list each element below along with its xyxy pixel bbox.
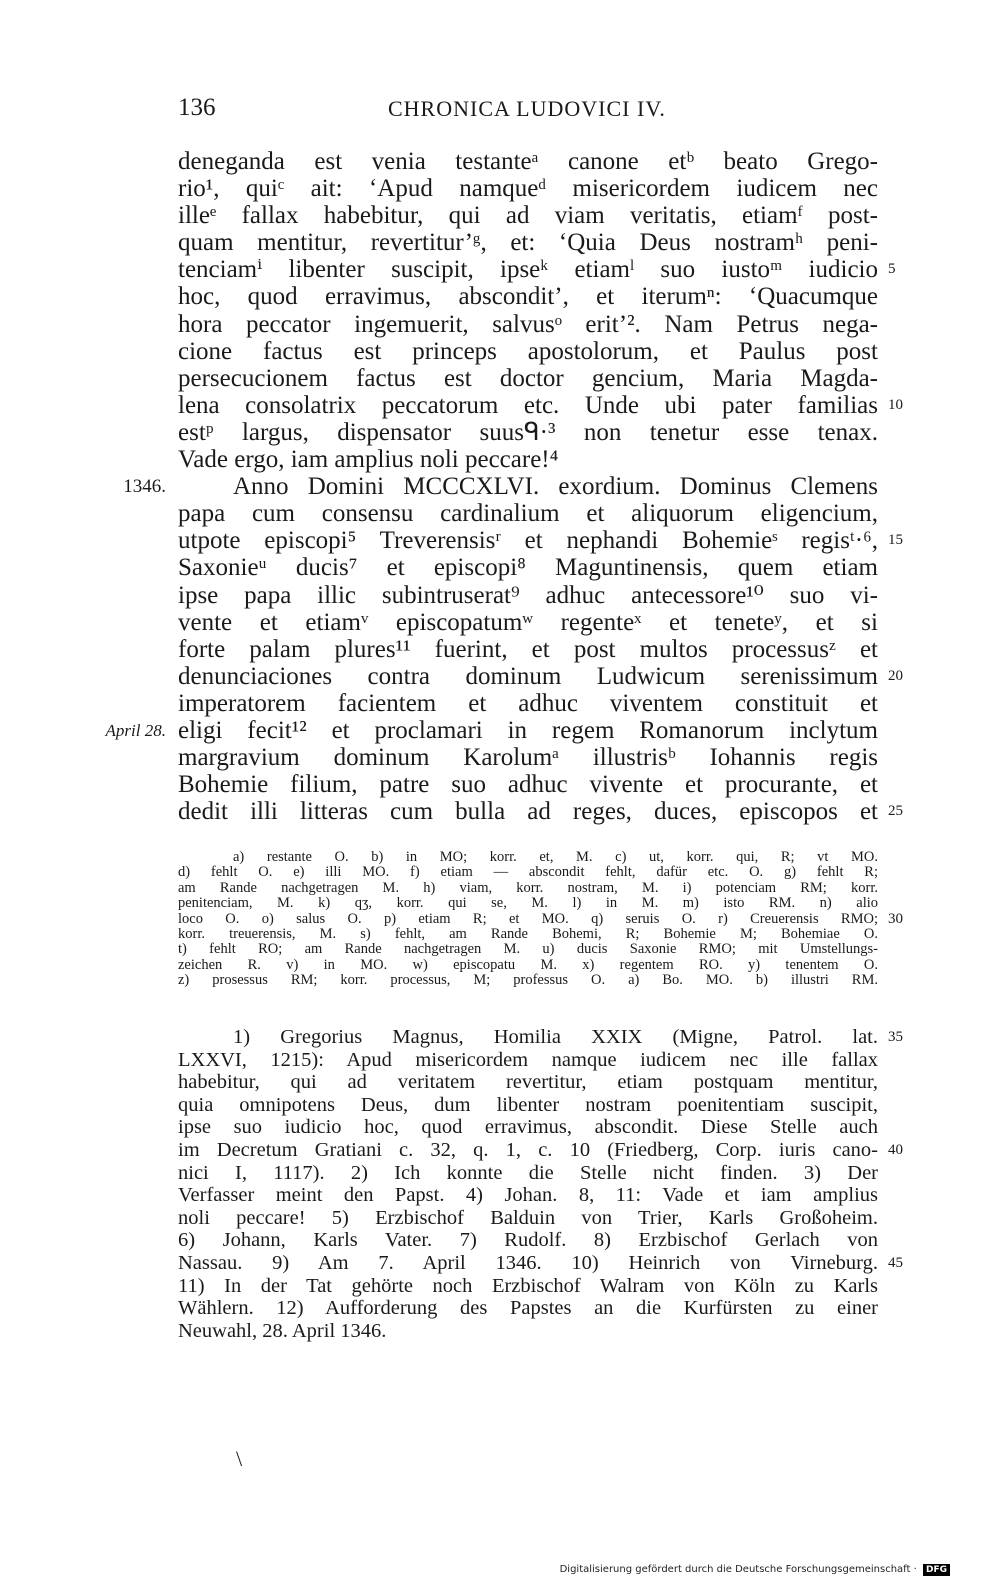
line-text: 1) Gregorius Magnus, Homilia XXIX (Migne, Patrol. lat.	[233, 1026, 878, 1048]
line-text: noli peccare! 5) Erzbischof Balduin von Trier, Karls Großoheim.	[178, 1206, 878, 1229]
line-text: persecucionem factus est doctor gencium, Maria Magda-	[178, 364, 878, 392]
line-number: 10	[888, 396, 903, 413]
text-line	[178, 419, 878, 446]
line-text: deneganda est venia testanteᵃ canone etᵇ beato Grego-	[178, 148, 878, 175]
commentary-notes	[178, 1026, 903, 1342]
line-text: imperatorem facientem et adhuc viventem constituit et	[178, 689, 878, 717]
line-number: 35	[888, 1029, 903, 1045]
line-text: Verfasser meint den Papst. 4) Johan. 8, 11: Vade et iam amplius	[178, 1184, 878, 1207]
line-text: Bohemie filium, patre suo adhuc vivente et procurante, et	[178, 771, 878, 799]
line-text: Anno Domini MCCCXLVI. exordium. Dominus Clemens	[233, 473, 878, 501]
text-line	[123, 473, 878, 501]
line-number: 40	[888, 1141, 903, 1158]
text-line	[178, 338, 878, 365]
text-line	[178, 1071, 878, 1094]
text-line	[178, 500, 878, 527]
text-line	[178, 1116, 878, 1139]
digitization-credit	[560, 1564, 950, 1576]
text-line	[178, 973, 878, 988]
line-text: utpote episcopi⁵ Treverensisʳ et nephandi Bohemieˢ regisᵗ·⁶,	[178, 527, 878, 555]
line-text: illeᵉ fallax habebitur, qui ad viam veritatis, etiamᶠ post-	[178, 202, 878, 230]
text-line	[178, 1320, 878, 1343]
line-text: zeichen R. v) in MO. w) episcopatu M. x) regentem RO. y) tenentem O.	[178, 956, 878, 973]
line-text: tenciamⁱ libenter suscipit, ipseᵏ etiamˡ suo iustoᵐ iudicio	[178, 256, 878, 284]
text-line	[178, 662, 903, 690]
line-text: hoc, quod erravimus, abscondit’, et iterumⁿ: ‘Quacumque	[178, 283, 878, 311]
text-line	[178, 311, 878, 338]
line-text: Vade ergo, iam amplius noli peccare!⁴	[178, 446, 559, 474]
text-line	[178, 1297, 878, 1320]
critical-apparatus	[178, 849, 903, 989]
line-text: nici I, 1117). 2) Ich konnte die Stelle nicht finden. 3) Der	[178, 1161, 878, 1184]
text-line	[178, 1207, 878, 1230]
text-line	[178, 865, 878, 880]
line-text: im Decretum Gratiani c. 32, q. 1, c. 10 (Friedberg, Corp. iuris cano-	[178, 1138, 878, 1161]
line-text: d) fehlt O. e) illi MO. f) etiam — abscondit fehlt, dafür etc. O. g) fehlt R;	[178, 864, 878, 881]
running-title: CHRONICA LUDOVICI IV.	[388, 96, 666, 121]
line-text: Nassau. 9) Am 7. April 1346. 10) Heinrich von Virneburg.	[178, 1251, 878, 1274]
line-text: ipse papa illic subintruserat⁹ adhuc antecessore¹⁰ suo vi-	[178, 581, 878, 609]
line-number: 20	[888, 667, 903, 684]
line-number: 25	[888, 803, 903, 820]
line-text: vente et etiamᵛ episcopatumʷ regenteˣ et teneteʸ, et si	[178, 608, 878, 636]
line-number: 30	[888, 910, 903, 927]
text-line	[178, 1026, 903, 1049]
line-text: estᵖ largus, dispensator suusᑫ·³ non tenetur esse tenax.	[178, 418, 878, 446]
line-text: 6) Johann, Karls Vater. 7) Rudolf. 8) Erzbischof Gerlach von	[178, 1229, 878, 1252]
text-line	[178, 690, 878, 717]
text-line	[178, 636, 878, 663]
text-line	[178, 256, 896, 284]
text-line	[178, 744, 878, 771]
page-header	[178, 94, 878, 128]
text-line	[178, 1094, 878, 1117]
text-line	[178, 910, 903, 927]
line-text: Wählern. 12) Aufforderung des Papstes an die Kurfürsten zu einer	[178, 1297, 878, 1320]
text-line	[178, 175, 878, 202]
line-text: habebitur, qui ad veritatem revertitur, etiam postquam mentitur,	[178, 1071, 878, 1094]
line-text: loco O. o) salus O. p) etiam R; et MO. q) seruis O. r) Creuerensis RMO;	[178, 910, 878, 927]
line-text: hora peccator ingemuerit, salvusᵒ erit’². Nam Petrus nega-	[178, 310, 878, 338]
stray-mark: \	[236, 1446, 243, 1471]
text-line	[178, 365, 878, 392]
line-text: eligi fecit¹² et proclamari in regem Romanorum inclytum	[178, 716, 878, 744]
text-line	[178, 942, 878, 957]
text-line	[178, 582, 878, 609]
text-line	[178, 446, 878, 473]
text-line	[178, 609, 878, 636]
text-line	[178, 850, 878, 865]
line-text: z) prosessus RM; korr. processus, M; professus O. a) Bo. MO. b) illustri RM.	[178, 972, 878, 989]
text-line	[178, 1049, 878, 1072]
text-line	[178, 1251, 903, 1275]
dfg-logo: DFG	[923, 1564, 950, 1576]
line-text: dedit illi litteras cum bulla ad reges, duces, episcopos et	[178, 798, 878, 826]
line-text: t) fehlt RO; am Rande nachgetragen M. u) ducis Saxonie RMO; mit Umstellungs-	[178, 941, 878, 958]
margin-date: April 28.	[105, 720, 166, 740]
line-text: Neuwahl, 28. April 1346.	[178, 1319, 387, 1342]
margin-date: 1346.	[123, 476, 166, 498]
line-text: papa cum consensu cardinalium et aliquorum eligencium,	[178, 500, 878, 528]
text-line	[178, 1162, 878, 1185]
text-line	[178, 229, 878, 256]
text-line	[178, 283, 878, 310]
line-text: forte palam plures¹¹ fuerint, et post multos processusᶻ et	[178, 635, 878, 663]
page-number: 136	[178, 94, 216, 121]
line-text: quia omnipotens Deus, dum libenter nostram poenitentiam suscipit,	[178, 1093, 878, 1116]
line-number: 45	[888, 1254, 903, 1271]
text-line	[178, 527, 903, 555]
line-text: ipse suo iudicio hoc, quod erravimus, abscondit. Diese Stelle auch	[178, 1116, 878, 1139]
text-line	[178, 958, 878, 973]
line-text: a) restante O. b) in MO; korr. et, M. c) ut, korr. qui, R; vt MO.	[233, 849, 878, 865]
text-line	[178, 1229, 878, 1252]
line-text: lena consolatrix peccatorum etc. Unde ubi pater familias	[178, 391, 878, 419]
text-line	[178, 771, 878, 798]
line-text: rio¹, quiᶜ ait: ‘Apud namqueᵈ misericordem iudicem nec	[178, 175, 878, 203]
text-line	[105, 716, 878, 744]
line-text: LXXVI, 1215): Apud misericordem namque iudicem nec ille fallax	[178, 1048, 878, 1071]
text-line	[178, 927, 878, 942]
line-number: 15	[888, 532, 903, 549]
text-line	[178, 896, 878, 911]
main-text-block	[105, 148, 903, 826]
line-text: margravium dominum Karolumᵃ illustrisᵇ Iohannis regis	[178, 744, 878, 772]
line-text: quam mentitur, revertitur’ᵍ, et: ‘Quia Deus nostramʰ peni-	[178, 229, 878, 257]
line-text: cione factus est princeps apostolorum, et Paulus post	[178, 337, 878, 365]
text-line	[178, 1275, 878, 1298]
text-line	[178, 391, 903, 419]
text-line	[178, 1138, 903, 1162]
text-line	[178, 554, 878, 581]
text-line	[178, 202, 878, 229]
line-text: penitenciam, M. k) qʒ, korr. qui se, M. l) in M. m) isto RM. n) alio	[178, 895, 878, 912]
line-text: korr. treuerensis, M. s) fehlt, am Rande Bohemi, R; Bohemie M; Bohemiae O.	[178, 925, 878, 942]
line-text: am Rande nachgetragen M. h) viam, korr. nostram, M. i) potenciam RM; korr.	[178, 879, 878, 896]
line-number: 5	[888, 261, 896, 278]
line-text: 11) In der Tat gehörte noch Erzbischof Walram von Köln zu Karls	[178, 1274, 878, 1297]
line-text: denunciaciones contra dominum Ludwicum serenissimum	[178, 662, 878, 690]
text-line	[178, 881, 878, 896]
line-text: Saxonieᵘ ducis⁷ et episcopi⁸ Maguntinensis, quem etiam	[178, 554, 878, 582]
text-line	[178, 1184, 878, 1207]
text-line	[178, 798, 903, 826]
text-line	[178, 148, 878, 175]
credit-text: Digitalisierung gefördert durch die Deutsche Forschungsgemeinschaft ·	[559, 1564, 917, 1575]
